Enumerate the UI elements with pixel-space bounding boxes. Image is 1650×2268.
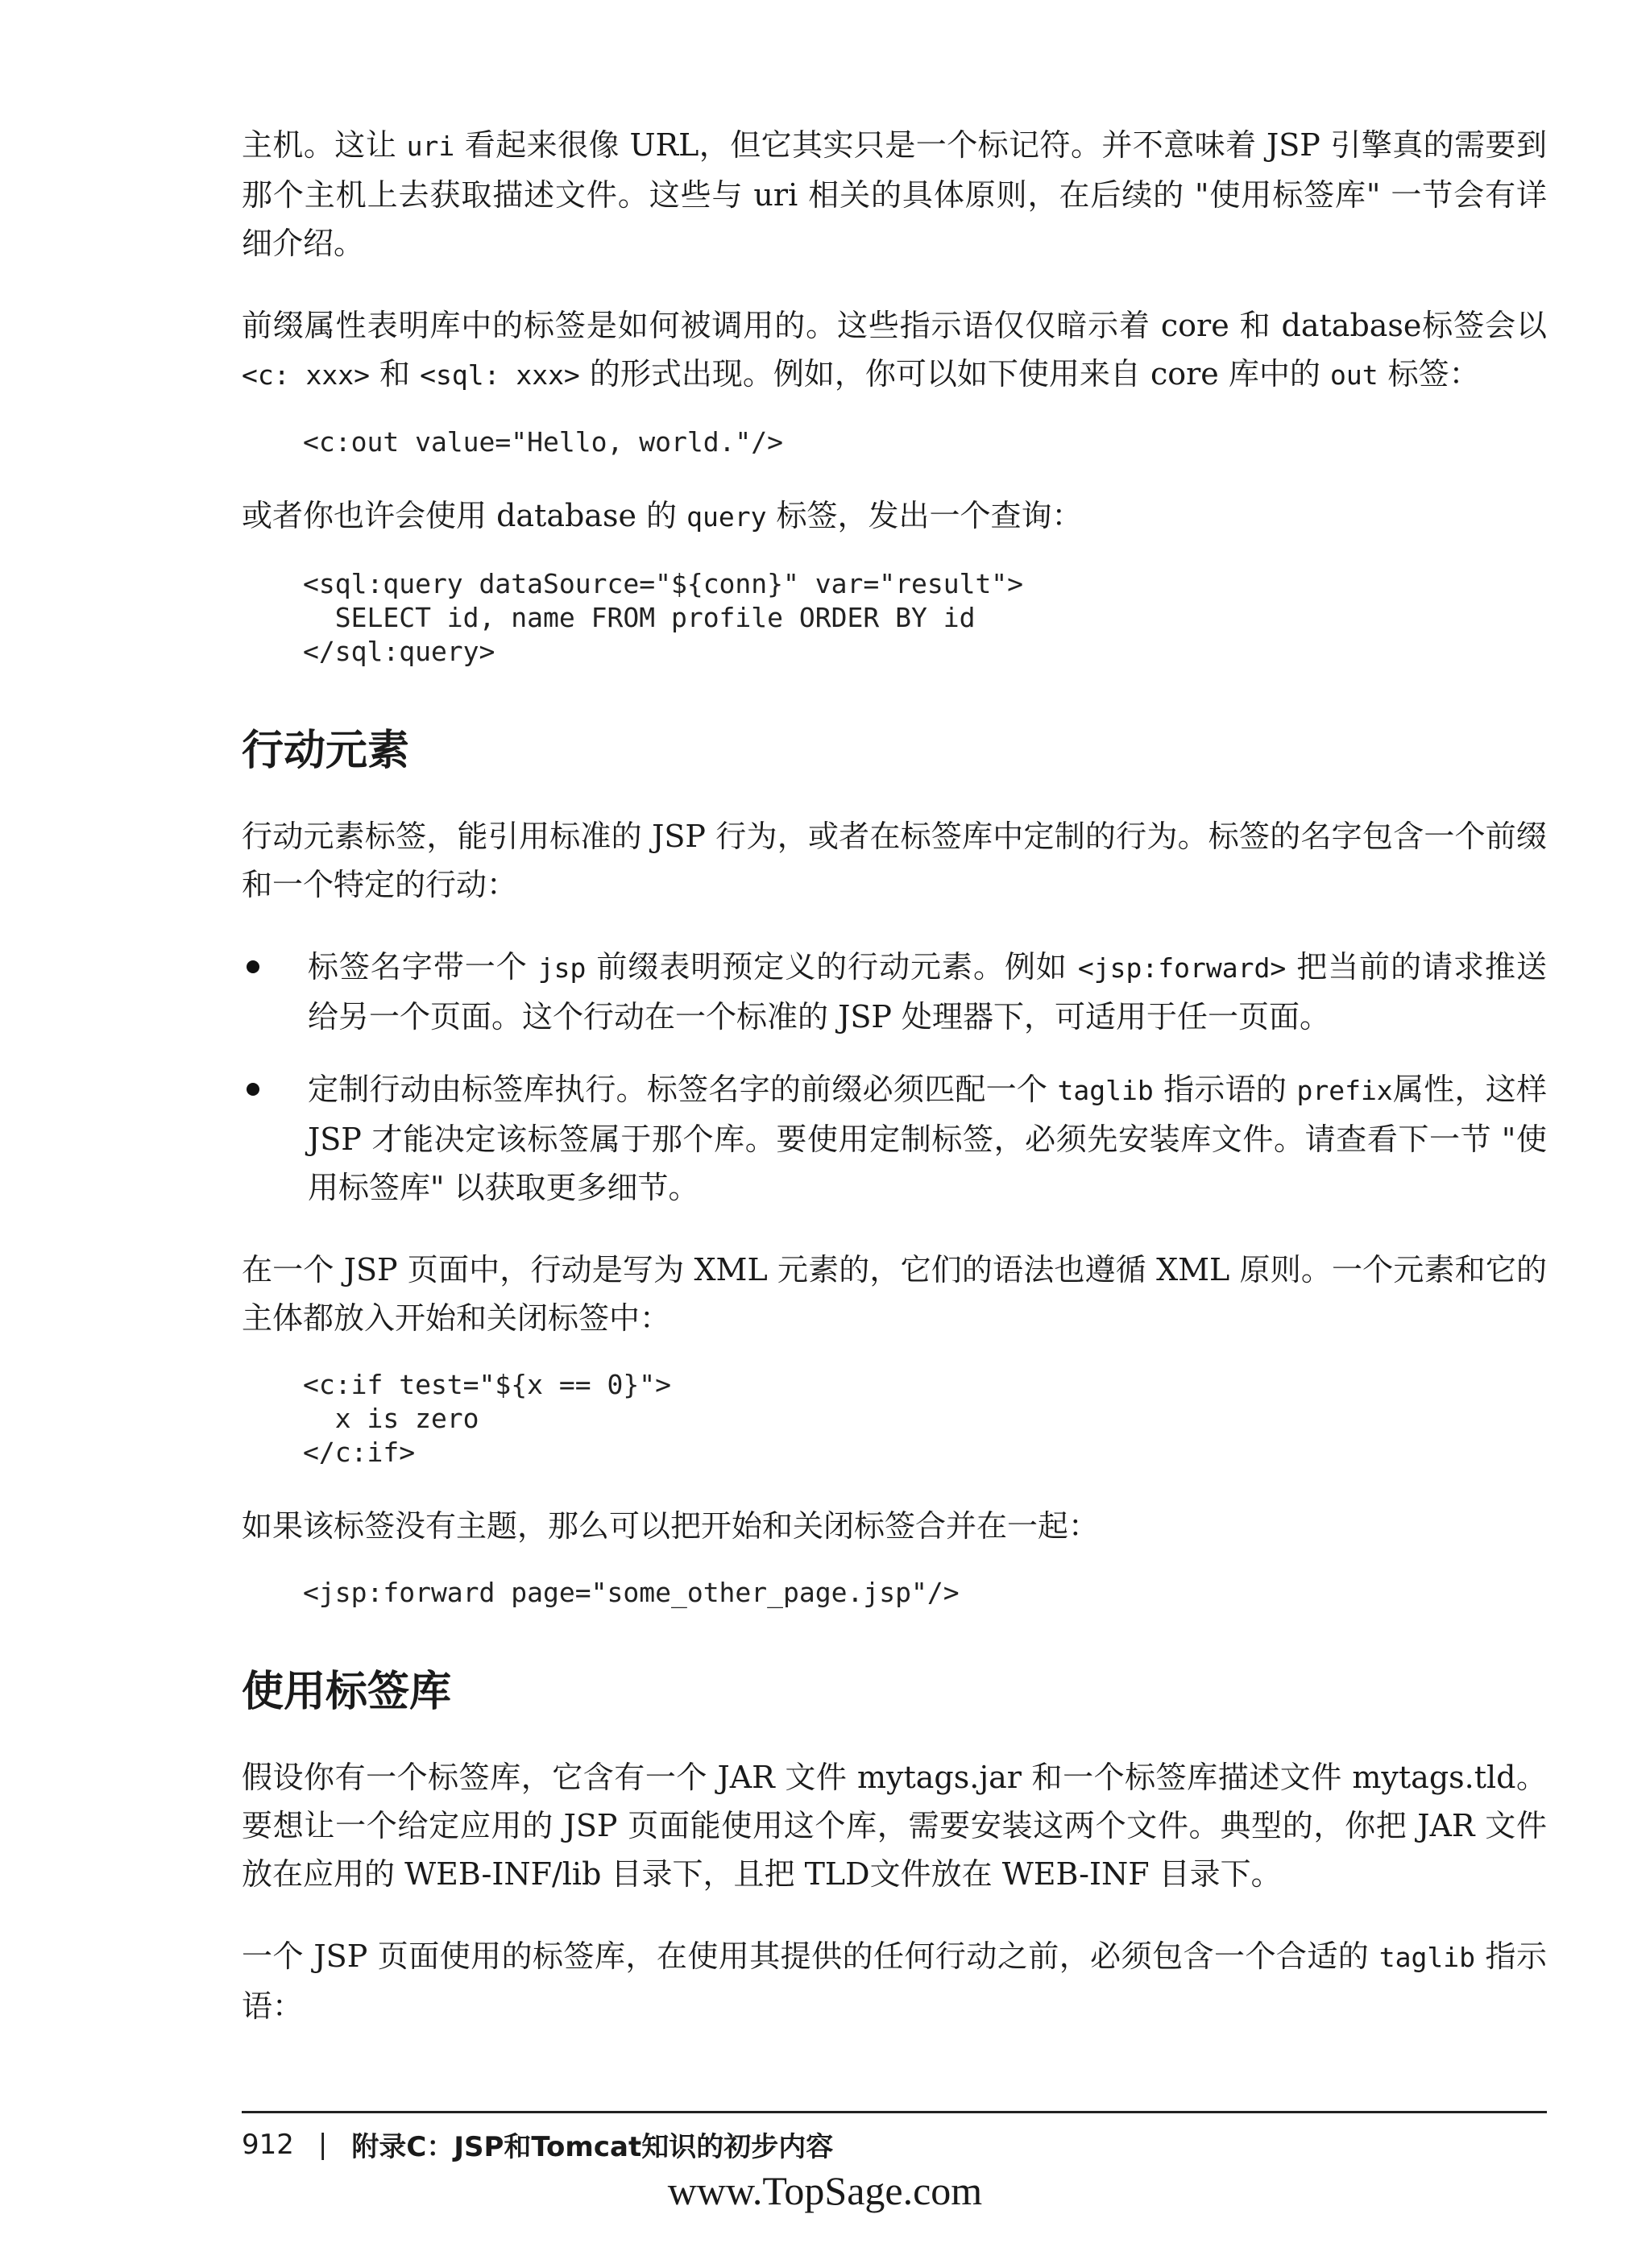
paragraph-xml-elements: 在一个 JSP 页面中，行动是写为 XML 元素的，它们的语法也遵循 XML 原则。一个元素和它的主体都放入开始和关闭标签中： <box>242 1252 1547 1336</box>
bullet-icon <box>247 1083 259 1096</box>
code-block-jsp-forward: <jsp:forward page="some_other_page.jsp"/> <box>303 1577 960 1608</box>
paragraph-taglib-install: 假设你有一个标签库，它含有一个 JAR 文件 mytags.jar 和一个标签库描述文件 mytags.tld。要想让一个给定应用的 JSP 页面能使用这个库，需要安装这两个文件。典型的，你把 JAR 文件放在应用的 WEB-INF/lib 目录下，且把 TLD文件放在 WEB-INF 目录下。 <box>242 1760 1547 1892</box>
inline-code: jsp <box>537 952 587 984</box>
list-item: 标签名字带一个 jsp 前缀表明预定义的行动元素。例如 <jsp:forward> 把当前的请求推送给另一个页面。这个行动在一个标准的 JSP 处理器下，可适用于任一页面。 <box>242 943 1547 1041</box>
inline-code: <c: xxx> <box>242 359 370 391</box>
page-body <box>242 121 1547 2064</box>
inline-code: <sql: xxx> <box>420 359 580 391</box>
section-heading-action-elements: 行动元素 <box>242 727 410 775</box>
paragraph-prefix-attribute: 前缀属性表明库中的标签是如何被调用的。这些指示语仅仅暗示着 core 和 database标签会以 <c: xxx> 和 <sql: xxx> 的形式出现。例如，你可以如下使用来自 core 库中的 out 标签： <box>242 308 1547 392</box>
bullet-list <box>242 943 1547 1212</box>
website-watermark: www.TopSage.com <box>667 2168 983 2213</box>
inline-code: out <box>1329 359 1378 391</box>
inline-code: taglib <box>1378 1942 1475 1973</box>
paragraph-taglib-directive: 一个 JSP 页面使用的标签库，在使用其提供的任何行动之前，必须包含一个合适的 taglib 指示语： <box>242 1938 1547 2024</box>
inline-code: uri <box>406 131 455 162</box>
bullet-icon <box>247 960 259 973</box>
paragraph-host-uri: 主机。这让 uri 看起来很像 URL，但它其实只是一个标记符。并不意味着 JSP 引擎真的需要到那个主机上去获取描述文件。这些与 uri 相关的具体原则，在后续的 "使用标签库" 一节会有详细介绍。 <box>242 127 1547 261</box>
paragraph-database-query: 或者你也许会使用 database 的 query 标签，发出一个查询： <box>242 498 1083 533</box>
footer-separator: | <box>317 2128 328 2161</box>
section-heading-using-taglib: 使用标签库 <box>242 1668 452 1716</box>
inline-code: prefix <box>1296 1075 1393 1106</box>
list-item: 定制行动由标签库执行。标签名字的前缀必须匹配一个 taglib 指示语的 prefix属性，这样 JSP 才能决定该标签属于那个库。要使用定制标签，必须先安装库文件。请查看下一节 "使用标签库" 以获取更多细节。 <box>242 1065 1547 1212</box>
inline-code: query <box>686 501 767 533</box>
inline-code: <jsp:forward> <box>1077 952 1287 984</box>
page-footer <box>242 2111 1547 2164</box>
code-block-c-if: <c:if test="${x == 0}"> x is zero </c:if> <box>303 1369 671 1468</box>
code-block-sql-query: <sql:query dataSource="${conn}" var="result"> SELECT id, name FROM profile ORDER BY id </sql:query> <box>303 568 1024 667</box>
paragraph-action-elements-intro: 行动元素标签，能引用标准的 JSP 行为，或者在标签库中定制的行为。标签的名字包含一个前缀和一个特定的行动： <box>242 819 1547 902</box>
code-block-c-out: <c:out value="Hello, world."/> <box>303 426 784 458</box>
paragraph-empty-body: 如果该标签没有主题，那么可以把开始和关闭标签合并在一起： <box>242 1508 1100 1544</box>
chapter-title: 附录C：JSP和Tomcat知识的初步内容 <box>351 2131 834 2163</box>
inline-code: taglib <box>1057 1075 1154 1106</box>
page-number: 912 <box>242 2128 294 2161</box>
